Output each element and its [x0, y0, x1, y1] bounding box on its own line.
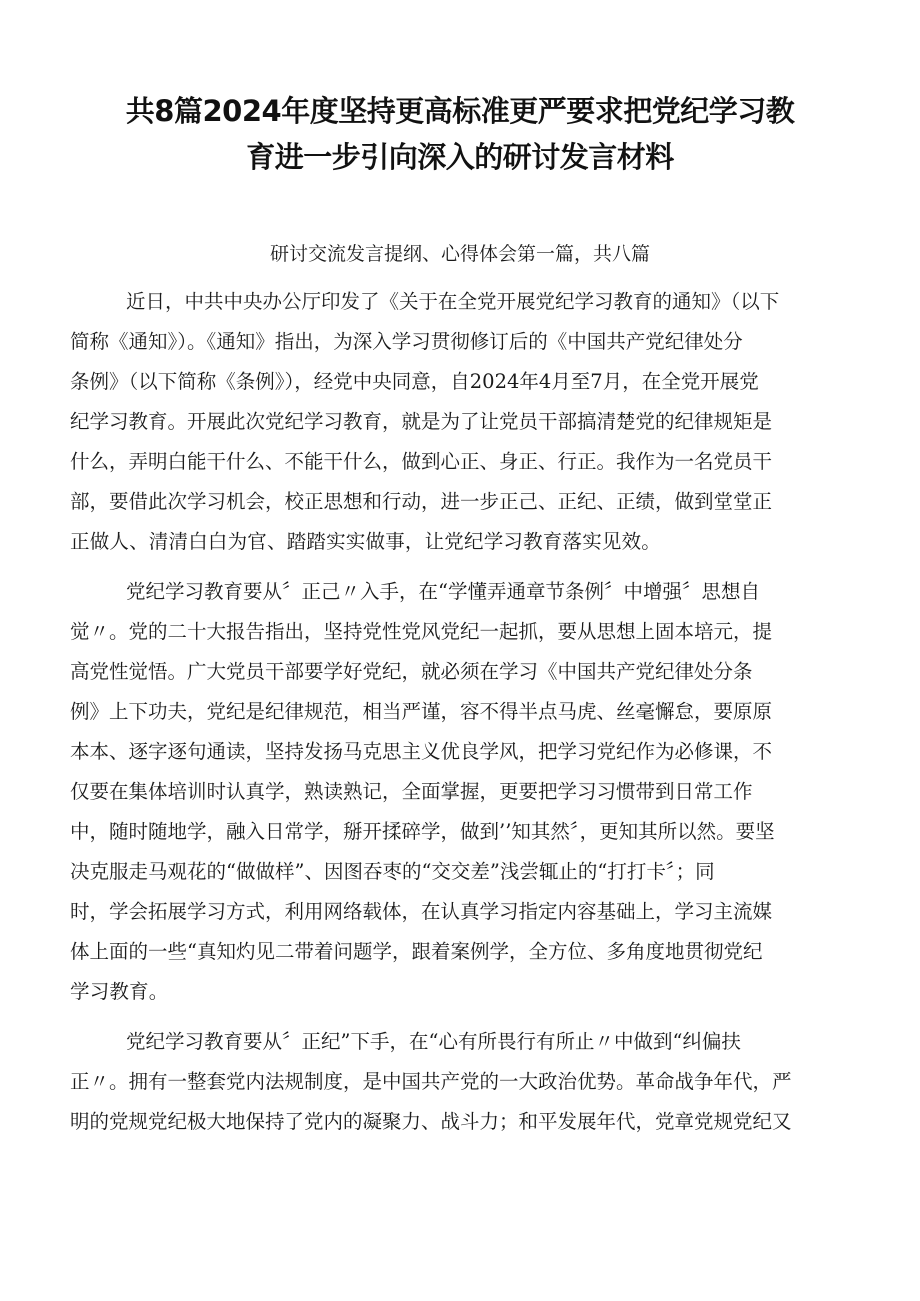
paragraph-gap — [70, 562, 860, 572]
paragraph-line: 本本、逐字逐句通读，坚持发扬马克思主义优良学风，把学习党纪作为必修课，不 — [70, 740, 773, 763]
document-subtitle: 研讨交流发言提纲、心得体会第一篇，共八篇 — [269, 243, 650, 265]
paragraph-line: 中，随时随地学，融入日常学，掰开揉碎学，做到’’知其然〞，更知其所以然。要坚 — [70, 820, 775, 843]
paragraph-line: 仅要在集体培训时认真学，熟读熟记，全面掌握，更要把学习习惯带到日常工作 — [70, 780, 753, 803]
paragraph-line: 近日，中共中央办公厅印发了《关于在全党开展党纪学习教育的通知》（以下 — [126, 290, 780, 313]
paragraph-line: 觉〃。党的二十大报告指出，坚持党性党风党纪一起抓，要从思想上固本培元，提 — [70, 620, 773, 643]
paragraph-line: 党纪学习教育要从〞正纪”下手，在“心有所畏行有所止〃中做到“纠偏扶 — [126, 1030, 741, 1053]
paragraph-line: 高党性觉悟。广大党员干部要学好党纪，就必须在学习《中国共产党纪律处分条 — [70, 660, 753, 683]
paragraph-line: 简称《通知》）。《通知》指出，为深入学习贯彻修订后的《中国共产党纪律处分 — [70, 330, 743, 353]
title-line: 育进一步引向深入的研讨发言材料 — [246, 140, 674, 174]
paragraph-line: 正做人、清清白白为官、踏踏实实做事，让党纪学习教育落实见效。 — [70, 530, 662, 553]
paragraph-line: 决克服走马观花的“做做样”、因图吞枣的“交交差”浅尝辄止的“打打卡〞；同 — [70, 860, 715, 883]
paragraph-line: 什么，弄明白能干什么、不能干什么，做到心正、身正、行正。我作为一名党员干 — [70, 450, 773, 473]
paragraph-line: 学习教育。 — [70, 980, 169, 1003]
paragraph-line: 纪学习教育。开展此次党纪学习教育，就是为了让党员干部搞清楚党的纪律规矩是 — [70, 410, 773, 433]
document-body — [70, 282, 860, 1142]
paragraph-line: 党纪学习教育要从〞正己〃入手，在“学懂弄通章节条例〞中增强〞思想自 — [126, 580, 760, 603]
paragraph — [70, 1022, 860, 1142]
paragraph — [70, 282, 860, 562]
title-line: 共8篇2024年度坚持更高标准更严要求把党纪学习教 — [125, 94, 795, 128]
paragraph-line: 时，学会拓展学习方式，利用网络载体，在认真学习指定内容基础上，学习主流媒 — [70, 900, 773, 923]
paragraph-line: 条例》（以下简称《条例》），经党中央同意，自2024年4月至7月，在全党开展党 — [70, 370, 759, 393]
paragraph — [70, 572, 860, 1012]
paragraph-gap — [70, 1012, 860, 1022]
document-title — [60, 88, 860, 180]
paragraph-line: 部，要借此次学习机会，校正思想和行动，进一步正己、正纪、正绩，做到堂堂正 — [70, 490, 773, 513]
paragraph-line: 正〃。拥有一整套党内法规制度，是中国共产党的一大政治优势。革命战争年代，严 — [70, 1070, 792, 1093]
paragraph-line: 明的党规党纪极大地保持了党内的凝聚力、战斗力；和平发展年代，党章党规党纪又 — [70, 1110, 792, 1133]
paragraph-line: 例》上下功夫，党纪是纪律规范，相当严谨，容不得半点马虎、丝毫懈怠，要原原 — [70, 700, 773, 723]
paragraph-line: 体上面的一些“真知灼见二带着问题学，跟着案例学，全方位、多角度地贯彻党纪 — [70, 940, 763, 963]
